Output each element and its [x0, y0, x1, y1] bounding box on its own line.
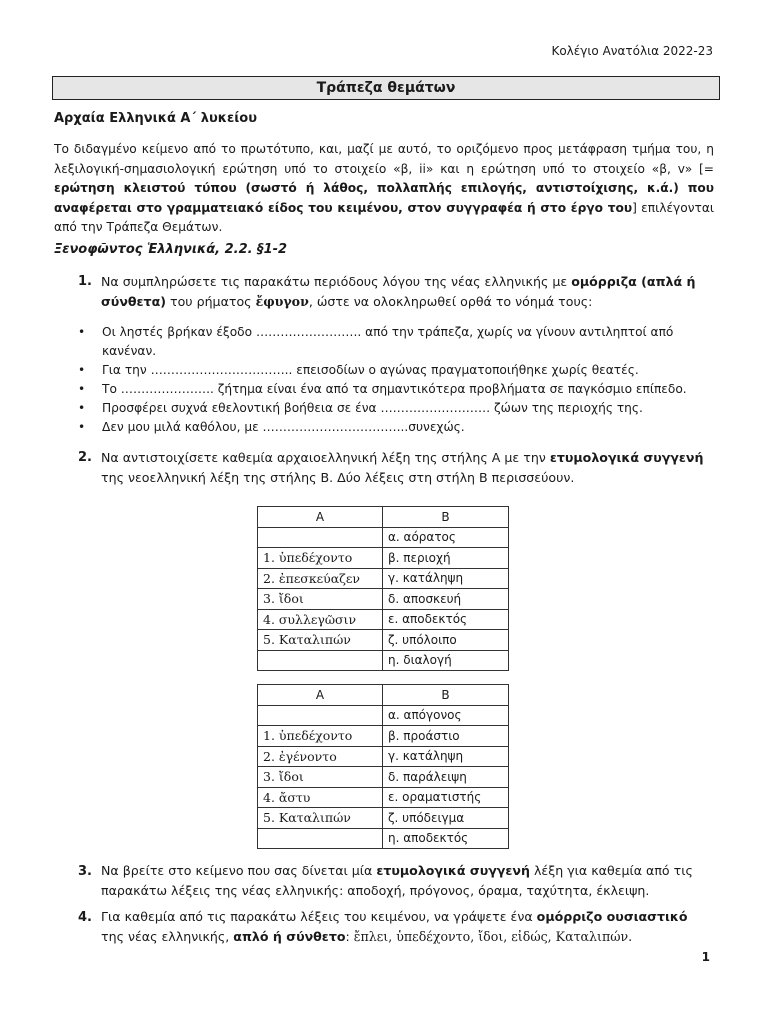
table-row — [258, 527, 509, 548]
list-item-text: Για την …………………………….. επεισοδίων ο αγώνας πραγματοποιήθηκε χωρίς θεατές. — [102, 363, 639, 377]
q2-bold-a: ετυμολογικά συγγενή — [549, 450, 704, 465]
column-b-cell: η. αποδεκτός — [383, 828, 509, 849]
column-b-cell: ζ. υπόλοιπο — [383, 630, 509, 651]
table-row — [258, 568, 509, 589]
column-b-cell: β. περιοχή — [383, 548, 509, 569]
column-a-header: Α — [258, 685, 383, 706]
column-a-header: Α — [258, 507, 383, 528]
table-row — [258, 589, 509, 610]
column-a-cell: 2. ἐπεσκεύαζεν — [258, 568, 383, 589]
q3-text-b: λέξη για καθεμία από τις παρακάτω λέξεις της νέας ελληνικής: αποδοχή, πρόγονος, όραμα, ταχύτητα, έκλειψη. — [101, 863, 693, 898]
column-a-cell: 1. ὑπεδέχοντο — [258, 548, 383, 569]
column-a-cell: 5. Καταλιπών — [258, 808, 383, 829]
table-header-row — [258, 507, 509, 528]
list-item-text: Το ………………….. ζήτημα είναι ένα από τα σημαντικότερα προβλήματα σε παγκόσμιο επίπεδο. — [102, 382, 687, 396]
intro-paragraph — [54, 140, 714, 238]
subject-heading: Αρχαία Ελληνικά Α΄ λυκείου — [54, 111, 257, 126]
column-a-cell: 2. ἐγένοντο — [258, 746, 383, 767]
bullet-icon: • — [78, 363, 86, 377]
intro-text-1: Το διδαγμένο κείμενο από το πρωτότυπο, και, μαζί με αυτό, το οριζόμενο προς μετάφραση τμήμα του, η λεξιλογική-σημασιολογική ερώτηση υπό το στοιχείο «β, ii» και η ερώτηση υπό το στοιχείο «β, v» [= — [54, 142, 714, 176]
intro-text-2: ] επιλέγονται από την Τράπεζα Θεμάτων. — [54, 200, 715, 235]
bullet-icon: • — [78, 420, 86, 434]
matching-table-2 — [257, 684, 509, 849]
list-item-text: Οι ληστές βρήκαν έξοδο …………………….. από την τράπεζα, χωρίς να γίνουν αντιληπτοί από κανέναν. — [102, 325, 674, 358]
question-1-text — [101, 272, 713, 312]
table-header-row — [258, 685, 509, 706]
column-b-cell: α. απόγονος — [383, 705, 509, 726]
q1-text-c: , ώστε να ολοκληρωθεί ορθά το νόημά τους: — [308, 294, 593, 309]
column-b-cell: γ. κατάληψη — [383, 746, 509, 767]
table-row — [258, 808, 509, 829]
table-row — [258, 828, 509, 849]
q1-text-b: του ρήματος — [166, 294, 256, 309]
column-b-cell: α. αόρατος — [383, 527, 509, 548]
table-row — [258, 705, 509, 726]
q1-bold-a: ομόρριζα (απλά ή σύνθετα) — [101, 274, 696, 309]
bullet-icon: • — [78, 325, 86, 339]
table-row — [258, 609, 509, 630]
table-row — [258, 787, 509, 808]
q4-bold-a: ομόρριζο ουσιαστικό — [536, 909, 688, 924]
question-2-number: 2. — [78, 450, 92, 465]
bullet-icon: • — [78, 401, 86, 415]
question-4-number: 4. — [78, 910, 92, 925]
column-b-header: Β — [383, 507, 509, 528]
table-row — [258, 630, 509, 651]
question-3-number: 3. — [78, 864, 92, 879]
list-item — [78, 323, 718, 361]
q1-bold-b: ἔφυγον — [255, 294, 309, 309]
table-row — [258, 548, 509, 569]
table-row — [258, 726, 509, 747]
column-a-cell — [258, 828, 383, 849]
column-a-cell: 4. συλλεγῶσιν — [258, 609, 383, 630]
bullet-icon: • — [78, 382, 86, 396]
column-b-cell: ε. οραματιστής — [383, 787, 509, 808]
column-a-cell — [258, 527, 383, 548]
question-3-text — [101, 861, 713, 901]
list-item-text: Προσφέρει συχνά εθελοντική βοήθεια σε ένα ……………………… ζώων της περιοχής της. — [102, 401, 643, 415]
question-1-number: 1. — [78, 274, 92, 289]
column-b-cell: δ. αποσκευή — [383, 589, 509, 610]
q4-greek-words: ἔπλει, ὑπεδέχοντο, ἴδοι, εἰδώς, Καταλιπών. — [353, 929, 633, 944]
column-b-cell: η. διαλογή — [383, 650, 509, 671]
column-a-cell — [258, 705, 383, 726]
column-a-cell: 1. ὑπεδέχοντο — [258, 726, 383, 747]
matching-table-1 — [257, 506, 509, 671]
page-title: Τράπεζα θεμάτων — [52, 76, 720, 100]
list-item-text: Δεν μου μιλά καθόλου, με ……………………………...συνεχώς. — [102, 420, 465, 434]
q4-bold-b: απλό ή σύνθετο — [233, 929, 346, 944]
q3-bold-a: ετυμολογικά συγγενή — [376, 863, 530, 878]
list-item — [78, 399, 718, 418]
column-b-cell: ζ. υπόδειγμα — [383, 808, 509, 829]
q3-text-a: Να βρείτε στο κείμενο που σας δίνεται μία — [101, 863, 377, 878]
school-year-header: Κολέγιο Ανατόλια 2022-23 — [551, 44, 713, 58]
question-2-text — [101, 448, 713, 488]
intro-bold-text: ερώτηση κλειστού τύπου (σωστό ή λάθος, πολλαπλής επιλογής, αντιστοίχισης, κ.ά.) που αναφέρεται στο γραμματειακό είδος του κειμένου, στον συγγραφέα ή στο έργο του — [54, 181, 714, 215]
list-item — [78, 418, 718, 437]
column-a-cell — [258, 650, 383, 671]
table-row — [258, 767, 509, 788]
column-b-cell: γ. κατάληψη — [383, 568, 509, 589]
q2-text-a: Να αντιστοιχίσετε καθεμία αρχαιοελληνική λέξη της στήλης Α με την — [101, 450, 550, 465]
q4-text-a: Για καθεμία από τις παρακάτω λέξεις του κειμένου, να γράψετε ένα — [101, 909, 537, 924]
page-number: 1 — [701, 950, 710, 964]
fill-in-list — [78, 323, 718, 437]
column-a-cell: 3. ἴδοι — [258, 767, 383, 788]
list-item — [78, 380, 718, 399]
q4-text-b: της νέας ελληνικής, — [101, 929, 234, 944]
column-a-cell: 3. ἴδοι — [258, 589, 383, 610]
column-b-cell: β. προάστιο — [383, 726, 509, 747]
table-row — [258, 650, 509, 671]
question-4-text — [101, 907, 713, 947]
column-b-cell: δ. παράλειψη — [383, 767, 509, 788]
table-row — [258, 746, 509, 767]
column-b-header: Β — [383, 685, 509, 706]
column-b-cell: ε. αποδεκτός — [383, 609, 509, 630]
column-a-cell: 5. Καταλιπών — [258, 630, 383, 651]
q4-text-c: : — [345, 929, 354, 944]
q2-text-b: της νεοελληνική λέξη της στήλης Β. Δύο λέξεις στη στήλη Β περισσεύουν. — [101, 470, 575, 485]
q1-text-a: Να συμπληρώσετε τις παρακάτω περιόδους λόγου της νέας ελληνικής με — [101, 274, 572, 289]
list-item — [78, 361, 718, 380]
column-a-cell: 4. ἄστυ — [258, 787, 383, 808]
source-heading: Ξενοφῶντος Ἑλληνικά, 2.2. §1-2 — [54, 242, 288, 257]
